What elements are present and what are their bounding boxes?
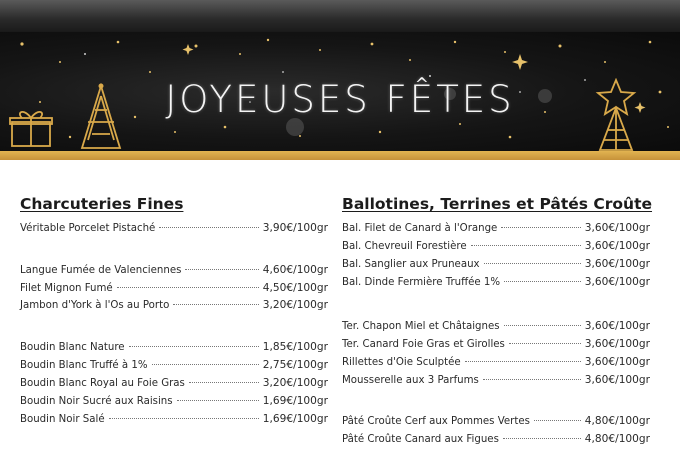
dot-leader bbox=[471, 245, 581, 246]
dot-leader bbox=[152, 364, 259, 365]
dot-leader bbox=[484, 263, 581, 264]
menu-item bbox=[342, 371, 650, 389]
item-price: 3,20€/100gr bbox=[262, 377, 328, 389]
section-title-charcuteries: Charcuteries Fines bbox=[20, 195, 184, 213]
menu-item bbox=[342, 219, 650, 237]
dot-leader bbox=[465, 361, 581, 362]
item-name: Bal. Dinde Fermière Truffée 1% bbox=[342, 277, 501, 288]
menu-item bbox=[20, 338, 328, 356]
item-name: Mousserelle aux 3 Parfums bbox=[342, 375, 479, 386]
item-price: 3,60€/100gr bbox=[584, 240, 650, 252]
menu-item bbox=[20, 261, 328, 279]
dot-leader bbox=[483, 379, 581, 380]
menu-item bbox=[342, 335, 650, 353]
menu-item bbox=[342, 237, 650, 255]
item-price: 3,60€/100gr bbox=[584, 222, 650, 234]
item-price: 3,60€/100gr bbox=[584, 374, 650, 386]
item-name: Langue Fumée de Valenciennes bbox=[20, 265, 182, 276]
menu-item bbox=[20, 356, 328, 374]
item-name: Boudin Noir Sucré aux Raisins bbox=[20, 396, 173, 407]
item-name: Bal. Sanglier aux Pruneaux bbox=[342, 259, 480, 270]
item-price: 1,69€/100gr bbox=[262, 413, 328, 425]
item-price: 3,60€/100gr bbox=[584, 276, 650, 288]
item-price: 4,80€/100gr bbox=[584, 415, 650, 427]
item-name: Jambon d'York à l'Os au Porto bbox=[20, 300, 170, 311]
item-name: Rillettes d'Oie Sculptée bbox=[342, 357, 461, 368]
item-name: Pâté Croûte Cerf aux Pommes Vertes bbox=[342, 416, 530, 427]
dot-leader bbox=[189, 382, 259, 383]
dot-leader bbox=[129, 346, 259, 347]
dot-leader bbox=[534, 420, 581, 421]
menu-item bbox=[342, 317, 650, 335]
item-price: 1,85€/100gr bbox=[262, 341, 328, 353]
menu-item bbox=[342, 255, 650, 273]
item-price: 3,60€/100gr bbox=[584, 258, 650, 270]
item-name: Boudin Blanc Royal au Foie Gras bbox=[20, 378, 185, 389]
dot-leader bbox=[185, 269, 258, 270]
menu-item bbox=[20, 410, 328, 428]
item-name: Ter. Canard Foie Gras et Girolles bbox=[342, 339, 505, 350]
menu-item bbox=[20, 219, 328, 237]
dot-leader bbox=[504, 325, 581, 326]
item-price: 2,75€/100gr bbox=[262, 359, 328, 371]
dot-leader bbox=[117, 287, 259, 288]
item-name: Boudin Blanc Nature bbox=[20, 342, 125, 353]
item-name: Bal. Filet de Canard à l'Orange bbox=[342, 223, 498, 234]
item-price: 3,60€/100gr bbox=[584, 320, 650, 332]
item-name: Véritable Porcelet Pistaché bbox=[20, 223, 156, 234]
item-price: 3,60€/100gr bbox=[584, 338, 650, 350]
section-title-ballotines: Ballotines, Terrines et Pâtés Croûte bbox=[342, 195, 653, 213]
item-price: 3,60€/100gr bbox=[584, 356, 650, 368]
dot-leader bbox=[109, 418, 259, 419]
dot-leader bbox=[177, 400, 259, 401]
menu-item bbox=[342, 412, 650, 430]
dot-leader bbox=[503, 438, 581, 439]
item-price: 3,20€/100gr bbox=[262, 299, 328, 311]
menu-item bbox=[20, 392, 328, 410]
menu-item bbox=[342, 273, 650, 291]
dot-leader bbox=[501, 227, 580, 228]
item-name: Boudin Noir Salé bbox=[20, 414, 105, 425]
item-name: Bal. Chevreuil Forestière bbox=[342, 241, 467, 252]
dot-leader bbox=[173, 304, 258, 305]
menu-item bbox=[20, 374, 328, 392]
item-price: 4,50€/100gr bbox=[262, 282, 328, 294]
item-price: 1,69€/100gr bbox=[262, 395, 328, 407]
holiday-banner bbox=[0, 32, 680, 151]
banner-title: JOYEUSES FÊTES bbox=[165, 78, 515, 121]
dot-leader bbox=[159, 227, 258, 228]
item-name: Filet Mignon Fumé bbox=[20, 283, 113, 294]
dot-leader bbox=[509, 343, 581, 344]
gold-divider-strip bbox=[0, 151, 680, 160]
item-price: 3,90€/100gr bbox=[262, 222, 328, 234]
menu-item bbox=[20, 279, 328, 297]
item-price: 4,60€/100gr bbox=[262, 264, 328, 276]
menu-item bbox=[342, 430, 650, 448]
item-name: Pâté Croûte Canard aux Figues bbox=[342, 434, 499, 445]
dot-leader bbox=[504, 281, 581, 282]
menu-item bbox=[20, 296, 328, 314]
top-dark-bar bbox=[0, 0, 680, 32]
item-price: 4,80€/100gr bbox=[584, 433, 650, 445]
item-name: Boudin Blanc Truffé à 1% bbox=[20, 360, 148, 371]
menu-item bbox=[342, 353, 650, 371]
item-name: Ter. Chapon Miel et Châtaignes bbox=[342, 321, 500, 332]
